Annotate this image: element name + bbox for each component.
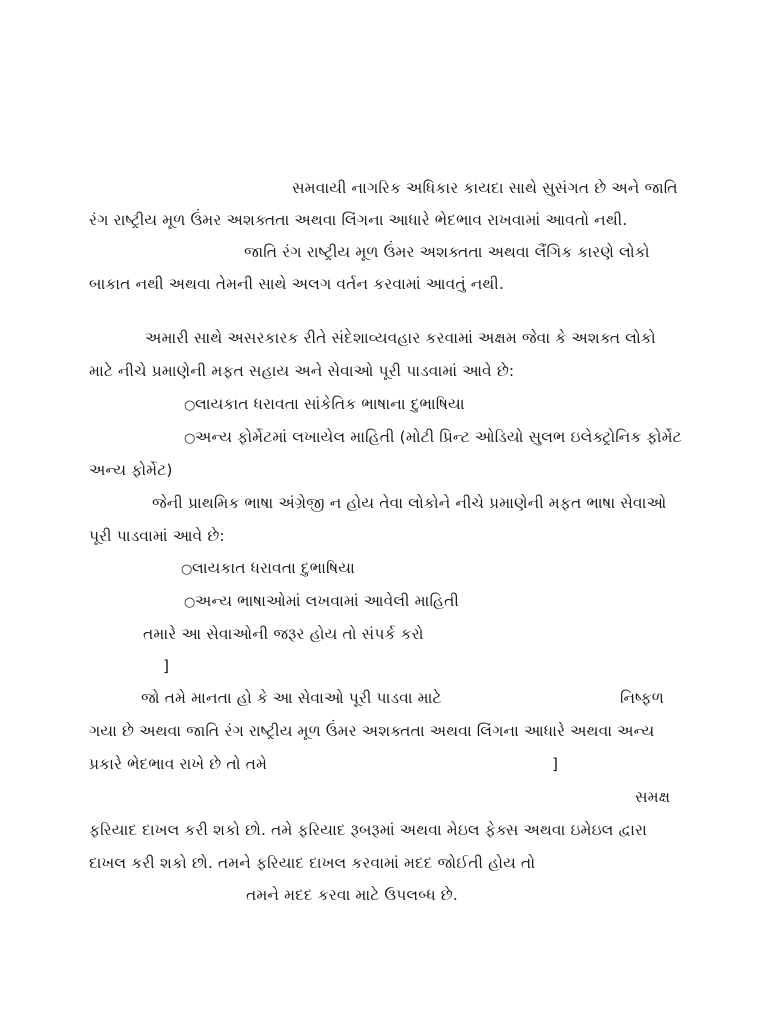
- text-line: સમવાયી નાગરિક અધિકાર કાયદા સાથે સુસંગત છે અને જાતિ: [292, 179, 678, 197]
- text-line: તમારે આ સેવાઓની જરૂર હોય તો સંપર્ક કરો: [143, 625, 424, 643]
- bullet-text: અન્ય ફોર્મેટમાં લખાયેલ માહિતી (મોટી પ્રિન્ટ ઓડિયો સુલભ ઇલેક્ટ્રોનિક ફોર્મેટ: [195, 428, 682, 446]
- text-line: જો તમે માનતા હો કે આ સેવાઓ પૂરી પાડવા માટે: [141, 689, 442, 707]
- bullet-item: [181, 558, 355, 580]
- text-line: સમક્ષ: [635, 788, 671, 806]
- text-line: તમને મદદ કરવા માટે ઉપલબ્ધ છે.: [246, 886, 458, 904]
- bullet-icon: ○: [184, 431, 196, 446]
- text-line: ]: [552, 755, 559, 773]
- bullet-text: લાયકાત ધરાવતા દુભાષિયા: [192, 559, 355, 577]
- text-line: જેની પ્રાથમિક ભાષા અંગ્રેજી ન હોય તેવા લોકોને નીચે પ્રમાણેની મફત ભાષા સેવાઓ: [152, 494, 667, 512]
- bullet-item: [184, 591, 459, 613]
- text-line: માટે નીચે પ્રમાણેની મફત સહાય અને સેવાઓ પૂરી પાડવામાં આવે છે:: [89, 362, 515, 380]
- text-line: અમારી સાથે અસરકારક રીતે સંદેશાવ્યવહાર કરવામાં અક્ષમ જેવા કે અશક્ત લોકો: [145, 329, 656, 347]
- text-line: પૂરી પાડવામાં આવે છે:: [89, 527, 225, 545]
- bullet-item: [184, 427, 682, 449]
- text-line: ફરિયાદ દાખલ કરી શકો છો. તમે ફરિયાદ રૂબરૂમાં અથવા મેઇલ ફેક્સ અથવા ઇમેઇલ દ્વારા: [89, 821, 647, 839]
- text-line: અન્ય ફોર્મેટ): [89, 461, 173, 479]
- bullet-text: અન્ય ભાષાઓમાં લખવામાં આવેલી માહિતી: [195, 592, 459, 610]
- text-line: રંગ રાષ્ટ્રીય મૂળ ઉંમર અશક્તતા અથવા લિંગના આધારે ભેદભાવ રાખવામાં આવતો નથી.: [89, 211, 628, 229]
- text-line: બાકાત નથી અથવા તેમની સાથે અલગ વર્તન કરવામાં આવતું નથી.: [89, 275, 504, 293]
- bullet-icon: ○: [181, 562, 193, 577]
- text-line: ]: [163, 657, 170, 675]
- text-line: જાતિ રંગ રાષ્ટ્રીય મૂળ ઉંમર અશક્તતા અથવા લૈંગિક કારણે લોકો: [244, 243, 650, 261]
- bullet-icon: ○: [184, 595, 196, 610]
- text-line: દાખલ કરી શકો છો. તમને ફરિયાદ દાખલ કરવામાં મદદ જોઈતી હોય તો: [89, 854, 536, 872]
- bullet-text: લાયકાત ધરાવતા સાંકેતિક ભાષાના દુભાષિયા: [195, 395, 465, 413]
- bullet-icon: ○: [184, 398, 196, 413]
- bullet-item: [184, 394, 465, 416]
- text-line: ગયા છે અથવા જાતિ રંગ રાષ્ટ્રીય મૂળ ઉંમર અશક્તતા અથવા લિંગના આધારે અથવા અન્ય: [89, 722, 655, 740]
- text-line: પ્રકારે ભેદભાવ રાખે છે તો તમે: [89, 755, 268, 773]
- text-line: નિષ્ફળ: [620, 689, 664, 707]
